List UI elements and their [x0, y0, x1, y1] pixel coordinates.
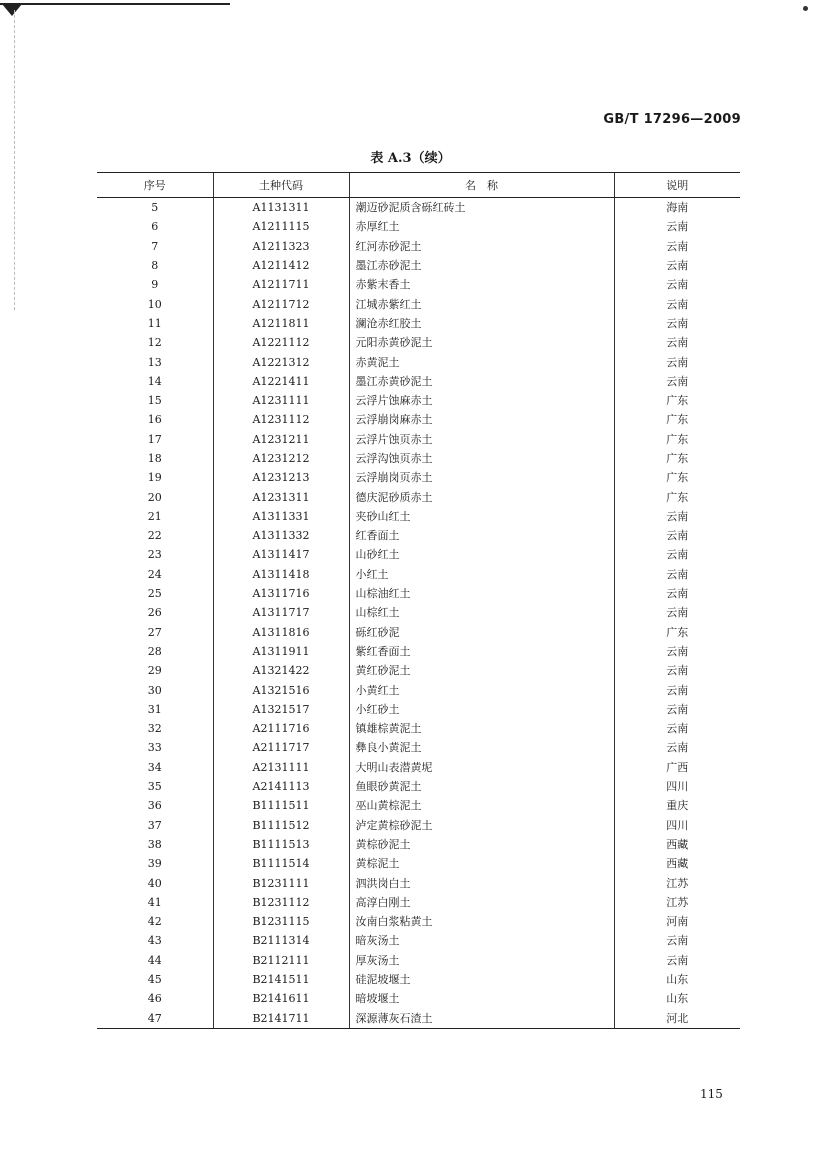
row-seq: 36 [147, 799, 162, 813]
row-note: 云南 [614, 931, 740, 950]
row-note: 广东 [614, 391, 740, 410]
row-seq: 18 [147, 452, 162, 465]
row-name: 潮迈砂泥质含砾红砖土 [349, 198, 614, 218]
row-code: A1321422 [213, 661, 349, 680]
table-row [97, 468, 740, 487]
row-code: A1231111 [213, 391, 349, 410]
row-seq: 11 [147, 316, 162, 330]
row-seq: 37 [147, 818, 162, 832]
row-code: A2111717 [213, 738, 349, 757]
table-row [97, 565, 740, 584]
table-row [97, 796, 740, 815]
standard-code: GB/T 17296—2009 [603, 112, 741, 127]
row-code: A1311331 [213, 507, 349, 526]
table-title: 表 A.3（续） [370, 151, 451, 166]
row-note: 云南 [614, 294, 740, 313]
row-note: 广西 [614, 758, 740, 777]
table-row [97, 680, 740, 699]
row-seq: 33 [147, 741, 162, 755]
row-code: B1231111 [213, 873, 349, 892]
row-note: 云南 [614, 333, 740, 352]
row-seq: 44 [147, 953, 162, 967]
header-seq: 序号 [97, 173, 213, 198]
table-row [97, 198, 740, 218]
header-note: 说明 [614, 173, 740, 198]
row-seq: 47 [97, 1008, 213, 1028]
row-name: 黄棕泥土 [349, 854, 614, 873]
row-note: 云南 [614, 680, 740, 699]
row-name: 墨江赤砂泥土 [349, 256, 614, 275]
row-note: 云南 [614, 661, 740, 680]
row-note: 海南 [614, 198, 740, 218]
row-note: 云南 [614, 951, 740, 970]
row-name: 赤紫末香土 [349, 275, 614, 294]
row-name: 镇雄棕黄泥土 [349, 719, 614, 738]
row-seq: 23 [147, 548, 162, 562]
table-row [97, 410, 740, 429]
row-code: A1221112 [213, 333, 349, 352]
row-name: 红香面土 [349, 526, 614, 545]
row-note: 云南 [614, 738, 740, 757]
row-seq: 21 [147, 509, 162, 523]
table-row [97, 758, 740, 777]
table-row [97, 623, 740, 642]
row-note: 云南 [614, 700, 740, 719]
row-seq: 45 [147, 973, 162, 987]
row-name: 山砂红土 [349, 545, 614, 564]
row-name: 山棕油红土 [349, 584, 614, 603]
soil-type-table [97, 172, 740, 1029]
row-code: A1211412 [213, 256, 349, 275]
table-row [97, 603, 740, 622]
row-name: 黄棕砂泥土 [349, 835, 614, 854]
row-name: 彝良小黄泥土 [349, 738, 614, 757]
row-seq: 5 [151, 201, 159, 215]
row-name: 元阳赤黄砂泥土 [349, 333, 614, 352]
table-row [97, 507, 740, 526]
row-name: 大明山表潜黄坭 [349, 758, 614, 777]
row-note: 云南 [614, 642, 740, 661]
table-row [97, 584, 740, 603]
table-row [97, 912, 740, 931]
row-name: 红河赤砂泥土 [349, 237, 614, 256]
row-code: B2141711 [213, 1008, 349, 1028]
row-note: 云南 [614, 217, 740, 236]
row-name: 云浮沟蚀页赤土 [349, 449, 614, 468]
row-code: A2141113 [213, 777, 349, 796]
table-row [97, 391, 740, 410]
row-code: A1311717 [213, 603, 349, 622]
row-name: 江城赤紫红土 [349, 294, 614, 313]
table-header [97, 173, 740, 198]
row-name: 小红砂土 [349, 700, 614, 719]
row-seq: 6 [151, 220, 159, 234]
row-note: 山东 [614, 970, 740, 989]
row-seq: 16 [147, 413, 162, 427]
row-note: 广东 [614, 487, 740, 506]
table-row [97, 700, 740, 719]
row-name: 泸定黄棕砂泥土 [349, 816, 614, 835]
table-row [97, 931, 740, 950]
table-row [97, 333, 740, 352]
row-code: A1211712 [213, 294, 349, 313]
row-name: 赤厚红土 [349, 217, 614, 236]
row-code: A1231213 [213, 468, 349, 487]
row-name: 澜沧赤红胶土 [349, 314, 614, 333]
row-name: 汝南白浆粘黄土 [349, 912, 614, 931]
row-note: 云南 [614, 352, 740, 371]
row-name: 赤黄泥土 [349, 352, 614, 371]
row-name: 云浮片蚀麻赤土 [349, 391, 614, 410]
row-note: 广东 [614, 623, 740, 642]
table-row [97, 275, 740, 294]
row-seq: 42 [147, 915, 162, 929]
row-seq: 13 [147, 355, 162, 369]
table-row [97, 372, 740, 391]
row-note: 重庆 [614, 796, 740, 815]
row-note: 四川 [614, 777, 740, 796]
row-code: A1211323 [213, 237, 349, 256]
table-row [97, 526, 740, 545]
row-note: 广东 [614, 468, 740, 487]
row-seq: 46 [147, 992, 162, 1006]
table-row [97, 951, 740, 970]
row-seq: 24 [147, 567, 162, 581]
scan-edge-dot [803, 6, 808, 11]
row-seq: 25 [147, 587, 162, 601]
row-note: 河北 [614, 1008, 740, 1028]
table-row [97, 449, 740, 468]
table-row [97, 816, 740, 835]
table-row [97, 217, 740, 236]
row-name: 夹砂山红土 [349, 507, 614, 526]
table-row [97, 314, 740, 333]
row-seq: 12 [147, 336, 162, 350]
table-row [97, 430, 740, 449]
row-code: A1311417 [213, 545, 349, 564]
row-name: 云浮崩岗页赤土 [349, 468, 614, 487]
row-code: A1221312 [213, 352, 349, 371]
row-code: B1231112 [213, 893, 349, 912]
row-name: 墨江赤黄砂泥土 [349, 372, 614, 391]
row-code: A1231212 [213, 449, 349, 468]
row-seq: 38 [147, 837, 162, 851]
row-seq: 15 [147, 394, 162, 408]
table-row [97, 642, 740, 661]
row-name: 硅泥坡堰土 [349, 970, 614, 989]
row-code: A1321516 [213, 680, 349, 699]
row-seq: 40 [147, 876, 162, 890]
row-code: A1211811 [213, 314, 349, 333]
corner-triangle-mark [2, 4, 22, 16]
row-code: A1221411 [213, 372, 349, 391]
row-seq: 17 [147, 432, 162, 446]
row-name: 黄红砂泥土 [349, 661, 614, 680]
row-code: A2111716 [213, 719, 349, 738]
table-row [97, 777, 740, 796]
row-code: B2111314 [213, 931, 349, 950]
table-row [97, 873, 740, 892]
row-code: A1311911 [213, 642, 349, 661]
row-note: 云南 [614, 526, 740, 545]
row-seq: 19 [147, 471, 162, 485]
table-row [97, 719, 740, 738]
table-row [97, 854, 740, 873]
row-note: 云南 [614, 584, 740, 603]
table-row [97, 989, 740, 1008]
row-note: 江苏 [614, 873, 740, 892]
row-seq: 8 [151, 259, 159, 273]
row-seq: 10 [147, 297, 162, 311]
table-row [97, 256, 740, 275]
row-code: A1321517 [213, 700, 349, 719]
row-seq: 35 [147, 780, 162, 794]
row-code: A1211711 [213, 275, 349, 294]
row-name: 高淳白刚土 [349, 893, 614, 912]
row-code: B2112111 [213, 951, 349, 970]
row-name: 紫红香面土 [349, 642, 614, 661]
table-row [97, 487, 740, 506]
row-code: A2131111 [213, 758, 349, 777]
row-code: A1231211 [213, 430, 349, 449]
row-seq: 14 [147, 374, 162, 388]
row-code: A1211115 [213, 217, 349, 236]
row-seq: 34 [147, 760, 162, 774]
table-row [97, 1008, 740, 1028]
row-seq: 28 [147, 644, 162, 658]
row-code: B1111511 [213, 796, 349, 815]
table-row [97, 738, 740, 757]
row-note: 广东 [614, 430, 740, 449]
row-note: 西藏 [614, 854, 740, 873]
row-note: 四川 [614, 816, 740, 835]
row-seq: 41 [147, 895, 162, 909]
row-code: A1231311 [213, 487, 349, 506]
row-seq: 32 [147, 722, 162, 736]
row-note: 西藏 [614, 835, 740, 854]
row-name: 砾红砂泥 [349, 623, 614, 642]
row-seq: 9 [151, 278, 159, 292]
row-note: 云南 [614, 545, 740, 564]
page-number: 115 [700, 1087, 723, 1101]
table-row [97, 893, 740, 912]
row-seq: 20 [147, 490, 162, 504]
row-note: 云南 [614, 237, 740, 256]
header-code: 土种代码 [213, 173, 349, 198]
row-note: 云南 [614, 275, 740, 294]
row-seq: 39 [147, 857, 162, 871]
row-note: 云南 [614, 719, 740, 738]
row-seq: 27 [147, 625, 162, 639]
row-seq: 7 [151, 239, 159, 253]
row-seq: 31 [147, 702, 162, 716]
row-note: 山东 [614, 989, 740, 1008]
row-name: 云浮崩岗麻赤土 [349, 410, 614, 429]
row-note: 江苏 [614, 893, 740, 912]
table-row [97, 970, 740, 989]
row-name: 山棕红土 [349, 603, 614, 622]
row-code: B2141611 [213, 989, 349, 1008]
row-note: 云南 [614, 256, 740, 275]
table-row [97, 835, 740, 854]
row-name: 巫山黄棕泥土 [349, 796, 614, 815]
row-name: 暗灰汤土 [349, 931, 614, 950]
header-name: 名 称 [349, 173, 614, 198]
row-code: A1311418 [213, 565, 349, 584]
row-name: 暗坡堰土 [349, 989, 614, 1008]
row-name: 小黄红土 [349, 680, 614, 699]
row-code: B1111512 [213, 816, 349, 835]
table-row [97, 661, 740, 680]
row-note: 广东 [614, 449, 740, 468]
row-name: 鱼眼砂黄泥土 [349, 777, 614, 796]
row-code: A1311716 [213, 584, 349, 603]
row-code: A1311816 [213, 623, 349, 642]
row-name: 厚灰汤土 [349, 951, 614, 970]
row-seq: 30 [147, 683, 162, 697]
table-row [97, 352, 740, 371]
row-seq: 43 [147, 934, 162, 948]
row-note: 云南 [614, 314, 740, 333]
table-body [97, 198, 740, 1029]
row-code: A1131311 [213, 198, 349, 218]
row-seq: 29 [147, 664, 162, 678]
row-seq: 22 [147, 529, 162, 543]
row-note: 河南 [614, 912, 740, 931]
row-code: B2141511 [213, 970, 349, 989]
row-note: 云南 [614, 565, 740, 584]
row-name: 小红土 [349, 565, 614, 584]
row-code: B1111513 [213, 835, 349, 854]
table-row [97, 294, 740, 313]
row-code: B1231115 [213, 912, 349, 931]
table-row [97, 237, 740, 256]
row-note: 云南 [614, 507, 740, 526]
row-note: 云南 [614, 603, 740, 622]
table-row [97, 545, 740, 564]
row-name: 德庆泥砂质赤土 [349, 487, 614, 506]
row-code: B1111514 [213, 854, 349, 873]
row-name: 深源薄灰石渣土 [349, 1008, 614, 1028]
row-name: 云浮片蚀页赤土 [349, 430, 614, 449]
row-name: 泗洪岗白土 [349, 873, 614, 892]
row-seq: 26 [147, 606, 162, 620]
row-code: A1311332 [213, 526, 349, 545]
row-code: A1231112 [213, 410, 349, 429]
table-header-row [97, 173, 740, 198]
row-note: 云南 [614, 372, 740, 391]
top-corner-rule [0, 3, 230, 5]
row-note: 广东 [614, 410, 740, 429]
